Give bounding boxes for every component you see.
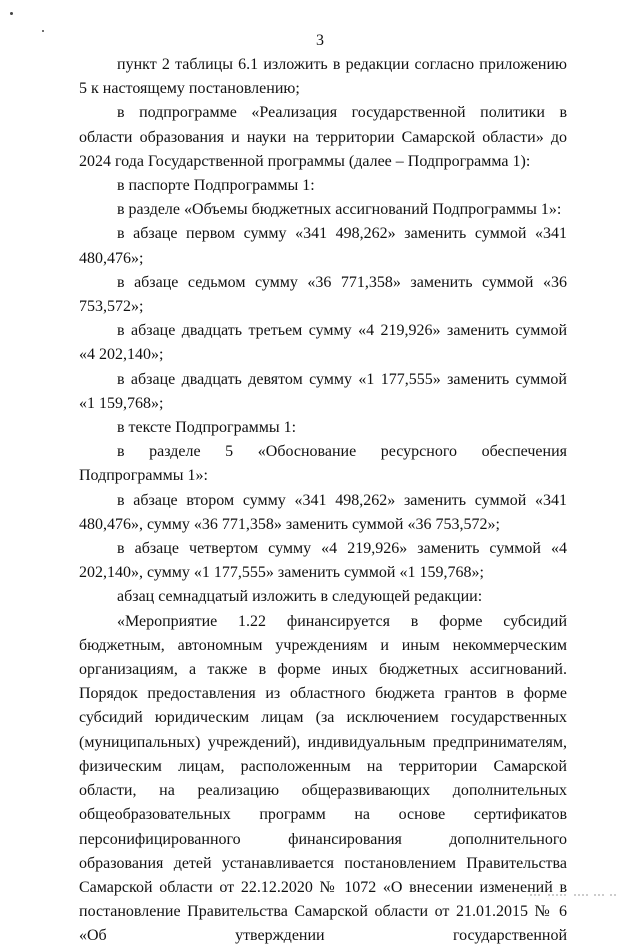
- paragraph: в абзаце двадцать девятом сумму «1 177,555» заменить суммой «1 159,768»;: [79, 370, 567, 412]
- paragraph: в паспорте Подпрограммы 1:: [117, 177, 315, 195]
- paragraph: в абзаце втором сумму «341 498,262» заменить суммой «341 480,476», сумму «36 771,358» заменить суммой «36 753,572»;: [79, 491, 567, 533]
- paragraph: абзац семнадцатый изложить в следующей редакции:: [117, 588, 483, 606]
- paragraph: «Мероприятие 1.22 финансируется в форме субсидий бюджетным, автономным учреждениям и иным некоммерческим организациям, а также в форме иных бюджетных ассигнований. Порядок предоставления из областного бюджета грантов в форме субсидий юридическим лицам (за исключением государственных (муниципальных) учреждений), индивидуальным предпринимателям, физическим лицам, расположенным на территории Самарской области, на реализацию общеразвивающих дополнительных общеобразовательных программ на основе сертификатов персонифицированного финансирования дополнительного образования детей устанавливается постановлением Правительства Самарской области от 22.12.2020 № 1072 «О внесении изменений в постановление Правительства Самарской области от 21.01.2015 № 6 «Об утверждении государственной: [79, 612, 567, 945]
- paragraph: в тексте Подпрограммы 1:: [117, 419, 297, 437]
- paragraph: в подпрограмме «Реализация государственной политики в области образования и науки на территории Самарской области» до 2024 года Государственной программы (далее – Подпрограмма 1):: [79, 104, 567, 170]
- paragraph: в абзаце четвертом сумму «4 219,926» заменить суммой «4 202,140», сумму «1 177,555» заменить суммой «1 159,768»;: [79, 540, 567, 582]
- scan-speck: [10, 12, 13, 15]
- document-body: [79, 53, 567, 949]
- scan-mark: [528, 893, 618, 897]
- paragraph: в абзаце двадцать третьем сумму «4 219,926» заменить суммой «4 202,140»;: [79, 322, 567, 364]
- paragraph: пункт 2 таблицы 6.1 изложить в редакции согласно приложению 5 к настоящему постановлению;: [79, 56, 567, 98]
- page-number: 3: [316, 32, 324, 49]
- scan-speck: [42, 30, 44, 32]
- paragraph: в разделе 5 «Обоснование ресурсного обеспечения Подпрограммы 1»:: [79, 443, 567, 485]
- paragraph: в абзаце первом сумму «341 498,262» заменить суммой «341 480,476»;: [79, 225, 567, 267]
- paragraph: в абзаце седьмом сумму «36 771,358» заменить суммой «36 753,572»;: [79, 273, 567, 316]
- paragraph: в разделе «Объемы бюджетных ассигнований Подпрограммы 1»:: [117, 201, 562, 219]
